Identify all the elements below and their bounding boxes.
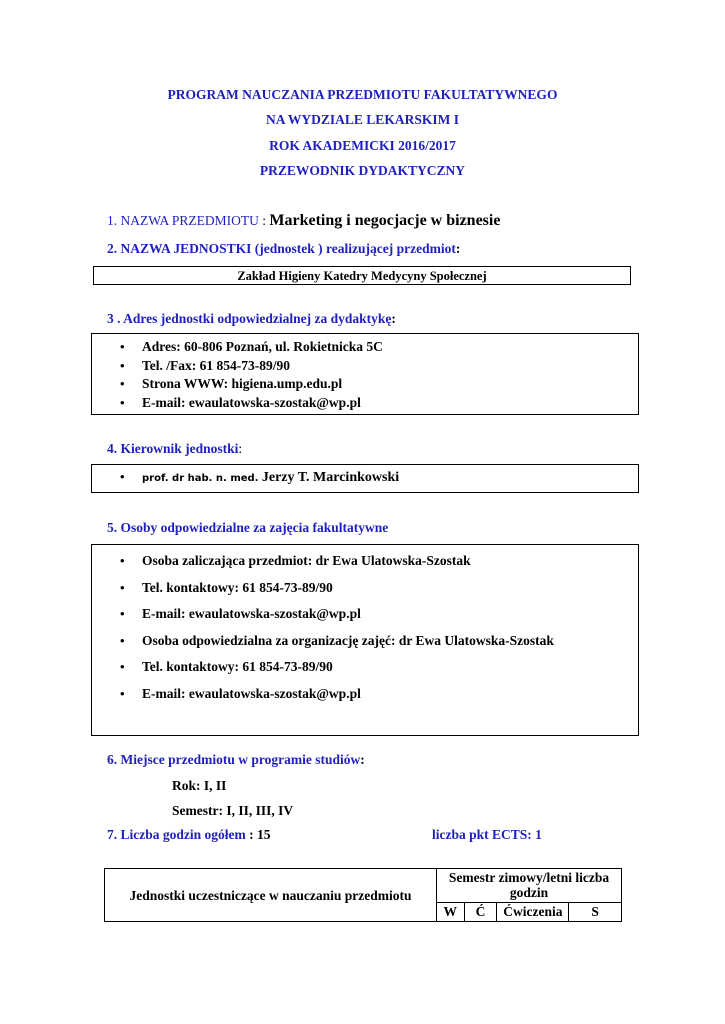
hours-table [104, 868, 622, 922]
section-1-sep: : [258, 213, 270, 228]
organizer-person: • Osoba odpowiedzialna za organizację zajęć: dr Ewa Ulatowska-Szostak [142, 628, 638, 655]
contact-phone: • Tel. kontaktowy: 61 854-73-89/90 [142, 575, 638, 602]
section-4-heading [107, 441, 242, 457]
semester-value: Semestr: I, II, III, IV [172, 803, 294, 818]
year-value: Rok: I, II [172, 778, 227, 793]
head-name: Jerzy T. Marcinkowski [261, 470, 400, 485]
section-5-heading: 5. Osoby odpowiedzialne za zajęcia fakultatywne [107, 520, 389, 535]
section-6-label: 6. Miejsce przedmiotu w programie studiów [107, 752, 361, 767]
col-cwiczenia: Ćwiczenia [497, 902, 569, 921]
header-line-4: PRZEWODNIK DYDAKTYCZNY [259, 163, 466, 178]
total-hours: : 15 [245, 827, 271, 842]
section-3-heading [107, 311, 396, 327]
section-2-colon: : [455, 241, 461, 256]
semester-header: Semestr zimowy/letni liczba godzin [436, 869, 621, 903]
header-line-1: PROGRAM NAUCZANIA PRZEDMIOTU FAKULTATYWNEGO [167, 87, 558, 102]
ects-points: liczba pkt ECTS: 1 [432, 827, 542, 842]
section-6-colon: : [360, 752, 365, 767]
section-3-colon: : [391, 311, 396, 326]
contact-email: • E-mail: ewaulatowska-szostak@wp.pl [142, 681, 638, 708]
section-4-label: 4. Kierownik jednostki [107, 441, 239, 456]
grading-person: • Osoba zaliczająca przedmiot: dr Ewa Ulatowska-Szostak [142, 548, 638, 575]
contact-phone: • Tel. kontaktowy: 61 854-73-89/90 [142, 654, 638, 681]
persons-list [92, 548, 638, 707]
section-1-heading [107, 212, 500, 230]
header-line-2: NA WYDZIALE LEKARSKIM I [266, 112, 459, 127]
section-7-heading [107, 827, 271, 843]
contact-email: • E-mail: ewaulatowska-szostak@wp.pl [142, 601, 638, 628]
section-1-label: 1. NAZWA PRZEDMIOTU [107, 213, 259, 228]
unit-name-box [93, 266, 631, 285]
head-of-unit [142, 469, 638, 486]
col-w: W [436, 902, 464, 921]
head-title: prof. dr hab. n. med. [142, 473, 259, 484]
section-4-colon: : [238, 441, 243, 456]
col-s: S [569, 902, 622, 921]
address-box [91, 333, 639, 415]
head-list [92, 469, 638, 486]
head-box [91, 464, 639, 493]
email-item: • E-mail: ewaulatowska-szostak@wp.pl [142, 394, 638, 413]
header-line-3: ROK AKADEMICKI 2016/2017 [269, 138, 456, 153]
col-c: Ć [464, 902, 497, 921]
unit-name: Zakład Higieny Katedry Medycyny Społecznej [237, 269, 487, 283]
persons-box [91, 544, 639, 736]
phone-item: • Tel. /Fax: 61 854-73-89/90 [142, 357, 638, 376]
section-2-label: 2. NAZWA JEDNOSTKI (jednostek ) realizującej przedmiot [107, 241, 456, 256]
website-item: • Strona WWW: higiena.ump.edu.pl [142, 375, 638, 394]
subject-name: Marketing i negocjacje w biznesie [269, 212, 501, 229]
section-3-label: 3 . Adres jednostki odpowiedzialnej za dydaktykę [107, 311, 392, 326]
units-header: Jednostki uczestniczące w nauczaniu przedmiotu [105, 869, 437, 922]
section-7-label: 7. Liczba godzin ogółem [107, 827, 246, 842]
address-item: • Adres: 60-806 Poznań, ul. Rokietnicka 5C [142, 338, 638, 357]
section-2-heading [107, 241, 460, 257]
address-list [92, 338, 638, 412]
section-6-heading [107, 752, 365, 768]
